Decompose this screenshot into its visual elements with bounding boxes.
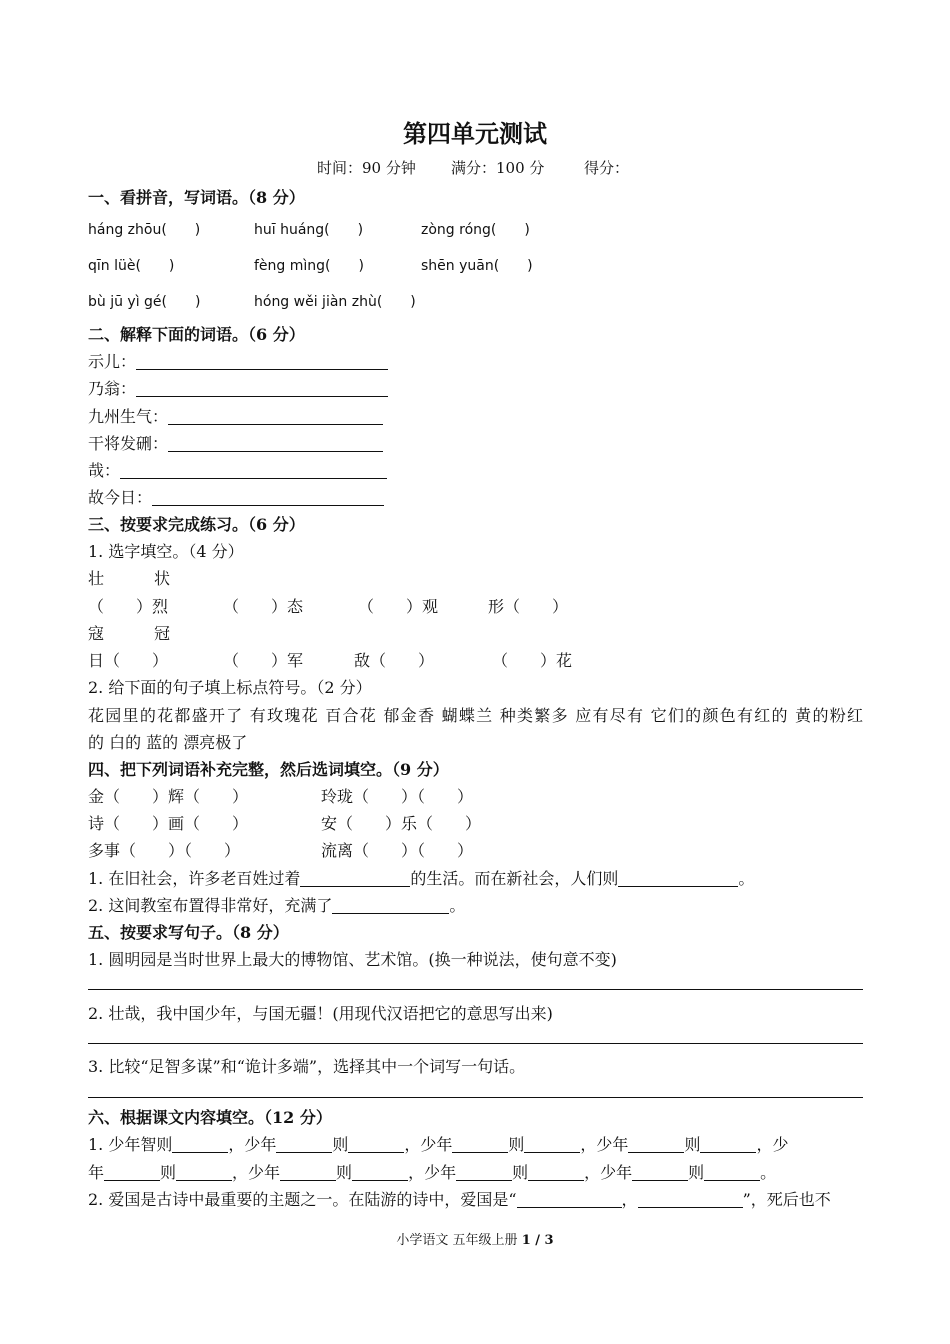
score-label: 得分： — [584, 159, 630, 177]
fill-item: 日（ ） — [88, 651, 169, 670]
idiom-item: 金（ ）辉（ ） — [88, 787, 249, 806]
fill-item: （ ）军 — [223, 651, 304, 670]
question-text: 2. 给下面的句子填上标点符号。（2 分） — [88, 678, 372, 697]
fill-item: 形（ ） — [488, 597, 569, 616]
section-5-heading: 五、按要求写句子。（8 分） — [88, 923, 289, 942]
time-label: 时间：90 分钟 — [317, 159, 416, 177]
fill-sentence: 1. 在旧社会，许多老百姓过着 的生活。而在新社会，人们则 。 — [88, 869, 755, 888]
pinyin-item: shēn yuān( ) — [421, 258, 533, 274]
fill-item: （ ）花 — [492, 651, 573, 670]
fill-sentence: 2. 这间教室布置得非常好，充满了 。 — [88, 896, 466, 915]
section-6-heading: 六、根据课文内容填空。（12 分） — [88, 1108, 332, 1127]
idiom-item: 诗（ ）画（ ） — [88, 814, 249, 833]
answer-line — [88, 1097, 863, 1098]
fill-sentence: 1. 少年智则 ，少年 则 ，少年 则 ，少年 则 ，少 — [88, 1135, 789, 1154]
idiom-item: 玲珑（ ）（ ） — [321, 787, 474, 806]
fill-item: （ ）态 — [223, 597, 304, 616]
question-text: 1. 选字填空。（4 分） — [88, 542, 244, 561]
term-row: 示儿： — [88, 349, 388, 372]
idiom-item: 安（ ）乐（ ） — [321, 814, 482, 833]
term-row: 故今日： — [88, 485, 384, 508]
fill-sentence: 年 则 ，少年 则 ，少年 则 ，少年 则 。 — [88, 1163, 777, 1182]
pinyin-item: zòng róng( ) — [421, 222, 530, 238]
section-4-heading: 四、把下列词语补充完整，然后选词填空。（9 分） — [88, 760, 449, 779]
page-footer: 小学语文 五年级上册 1 / 3 — [396, 1233, 554, 1248]
fill-item: 敌（ ） — [354, 651, 435, 670]
term-row: 干将发硎： — [88, 431, 383, 454]
char-option: 冠 — [154, 624, 171, 643]
section-2-heading: 二、解释下面的词语。（6 分） — [88, 325, 305, 344]
char-option: 状 — [154, 569, 171, 588]
question-text: 2. 壮哉，我中国少年，与国无疆！(用现代汉语把它的意思写出来) — [88, 1004, 553, 1023]
fill-sentence: 2. 爱国是古诗中最重要的主题之一。在陆游的诗中，爱国是“ ， ”，死后也不 — [88, 1190, 831, 1209]
full-score-label: 满分：100 分 — [451, 159, 545, 177]
answer-line — [88, 989, 863, 990]
pinyin-item: qīn lüè( ) — [88, 258, 175, 274]
pinyin-item: bù jū yì gé( ) — [88, 294, 201, 310]
section-1-heading: 一、看拼音，写词语。（8 分） — [88, 188, 305, 207]
term-row: 乃翁： — [88, 376, 388, 399]
fill-item: （ ）烈 — [88, 597, 169, 616]
punctuation-sentence: 的 白的 蓝的 漂亮极了 — [88, 733, 248, 752]
punctuation-sentence: 花园里的花都盛开了 有玫瑰花 百合花 郁金香 蝴蝶兰 种类繁多 应有尽有 它们的颜色有红的 黄的粉红 — [88, 706, 863, 725]
page-title: 第四单元测试 — [403, 119, 547, 148]
pinyin-item: hóng wěi jiàn zhù( ) — [254, 294, 416, 310]
fill-item: （ ）观 — [358, 597, 439, 616]
char-option: 壮 — [88, 569, 105, 588]
term-row: 九州生气： — [88, 404, 383, 427]
idiom-item: 流离（ ）（ ） — [321, 841, 474, 860]
term-row: 哉： — [88, 458, 387, 481]
question-text: 3. 比较“足智多谋”和“诡计多端”，选择其中一个词写一句话。 — [88, 1057, 526, 1076]
pinyin-item: háng zhōu( ) — [88, 222, 201, 238]
idiom-item: 多事（ ）（ ） — [88, 841, 241, 860]
section-3-heading: 三、按要求完成练习。（6 分） — [88, 515, 305, 534]
pinyin-item: huī huáng( ) — [254, 222, 364, 238]
answer-line — [88, 1043, 863, 1044]
page-number: 1 / 3 — [521, 1233, 554, 1248]
question-text: 1. 圆明园是当时世界上最大的博物馆、艺术馆。(换一种说法，使句意不变) — [88, 950, 617, 969]
char-option: 寇 — [88, 624, 105, 643]
pinyin-item: fèng mìng( ) — [254, 258, 364, 274]
